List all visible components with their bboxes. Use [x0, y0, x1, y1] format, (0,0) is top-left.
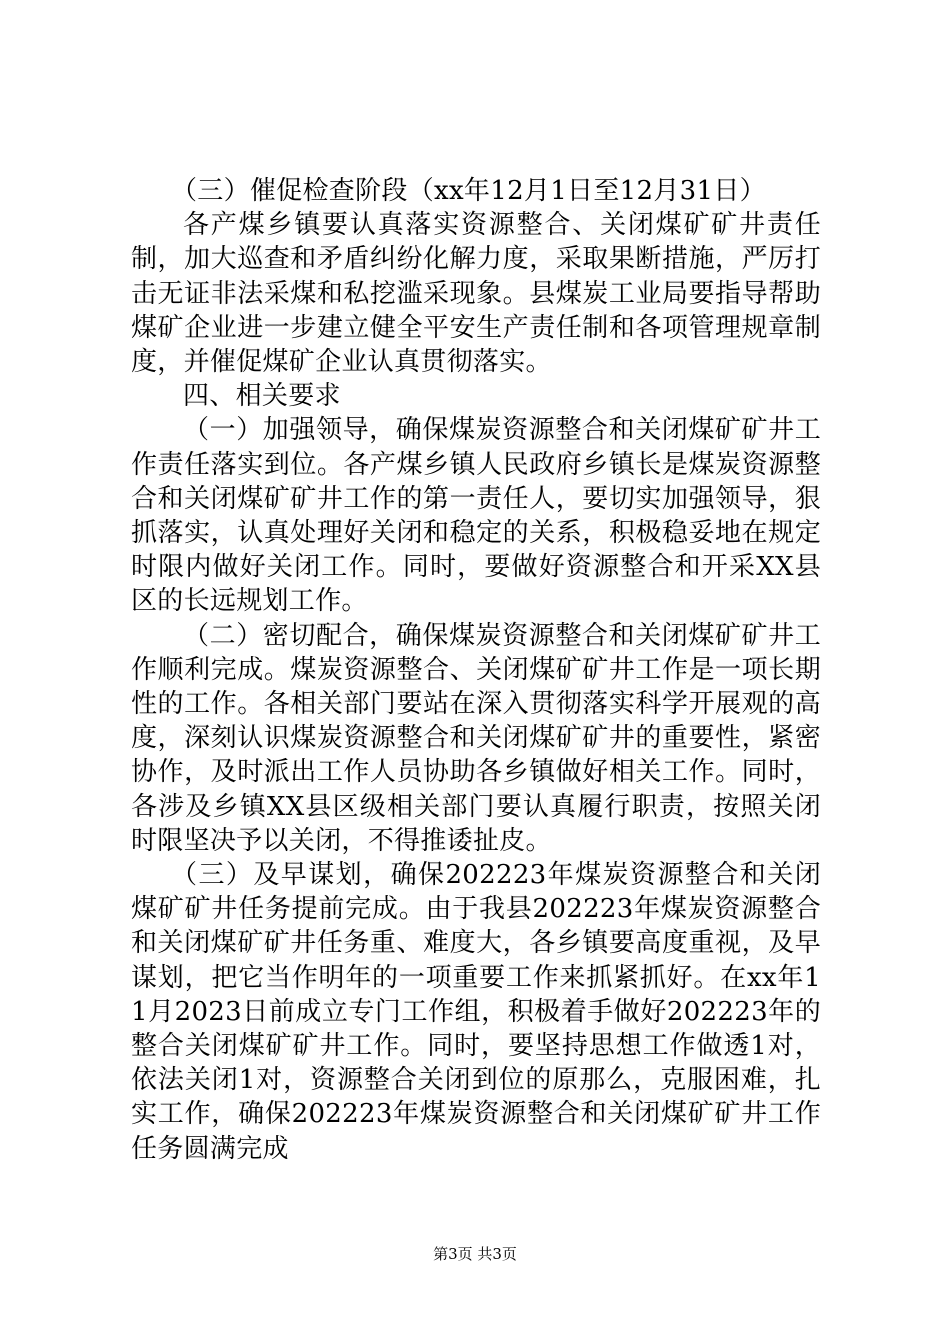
section-heading-supervision-stage: （三）催促检查阶段（xx年12月1日至12月31日） — [171, 176, 766, 206]
paragraph-supervision-details: 各产煤乡镇要认真落实资源整合、关闭煤矿矿井责任制，加大巡查和矛盾纠纷化解力度，采取果断措施，严厉打击无证非法采煤和私挖滥采现象。县煤炭工业局要指导帮助煤矿企业进一步建立健全平安生产责任制和各项管理规章制度，并催促煤矿企业认真贯彻落实。 — [131, 210, 821, 378]
section-heading-requirements: 四、相关要求 — [183, 381, 341, 412]
paragraph-requirement-cooperation: （二）密切配合，确保煤炭资源整合和关闭煤矿矿井工作顺利完成。煤炭资源整合、关闭煤矿矿井工作是一项长期性的工作。各相关部门要站在深入贯彻落实科学开展观的高度，深刻认识煤炭资源整合和关闭煤矿矿井的重要性，紧密协作，及时派出工作人员协助各乡镇做好相关工作。同时，各涉及乡镇XX县区级相关部门要认真履行职责，按照关闭时限坚决予以关闭，不得推诿扯皮。 — [131, 620, 821, 856]
document-body — [131, 174, 821, 1166]
paragraph-requirement-leadership: （一）加强领导，确保煤炭资源整合和关闭煤矿矿井工作责任落实到位。各产煤乡镇人民政府乡镇长是煤炭资源整合和关闭煤矿矿井工作的第一责任人，要切实加强领导，狠抓落实，认真处理好关闭和稳定的关系，积极稳妥地在规定时限内做好关闭工作。同时，要做好资源整合和开采XX县区的长远规划工作。 — [131, 415, 821, 617]
paragraph-requirement-planning: （三）及早谋划，确保202223年煤炭资源整合和关闭煤矿矿井任务提前完成。由于我县202223年煤炭资源整合和关闭煤矿矿井任务重、难度大，各乡镇要高度重视，及早谋划，把它当作明年的一项重要工作来抓紧抓好。在xx年11月2023日前成立专门工作组，积极着手做好202223年的整合关闭煤矿矿井工作。同时，要坚持思想工作做透1对，依法关闭1对，资源整合关闭到位的原那么，克服困难，扎实工作，确保202223年煤炭资源整合和关闭煤矿矿井工作任务圆满完成 — [131, 860, 821, 1164]
page-number-footer: 第3页 共3页 — [433, 1245, 517, 1263]
